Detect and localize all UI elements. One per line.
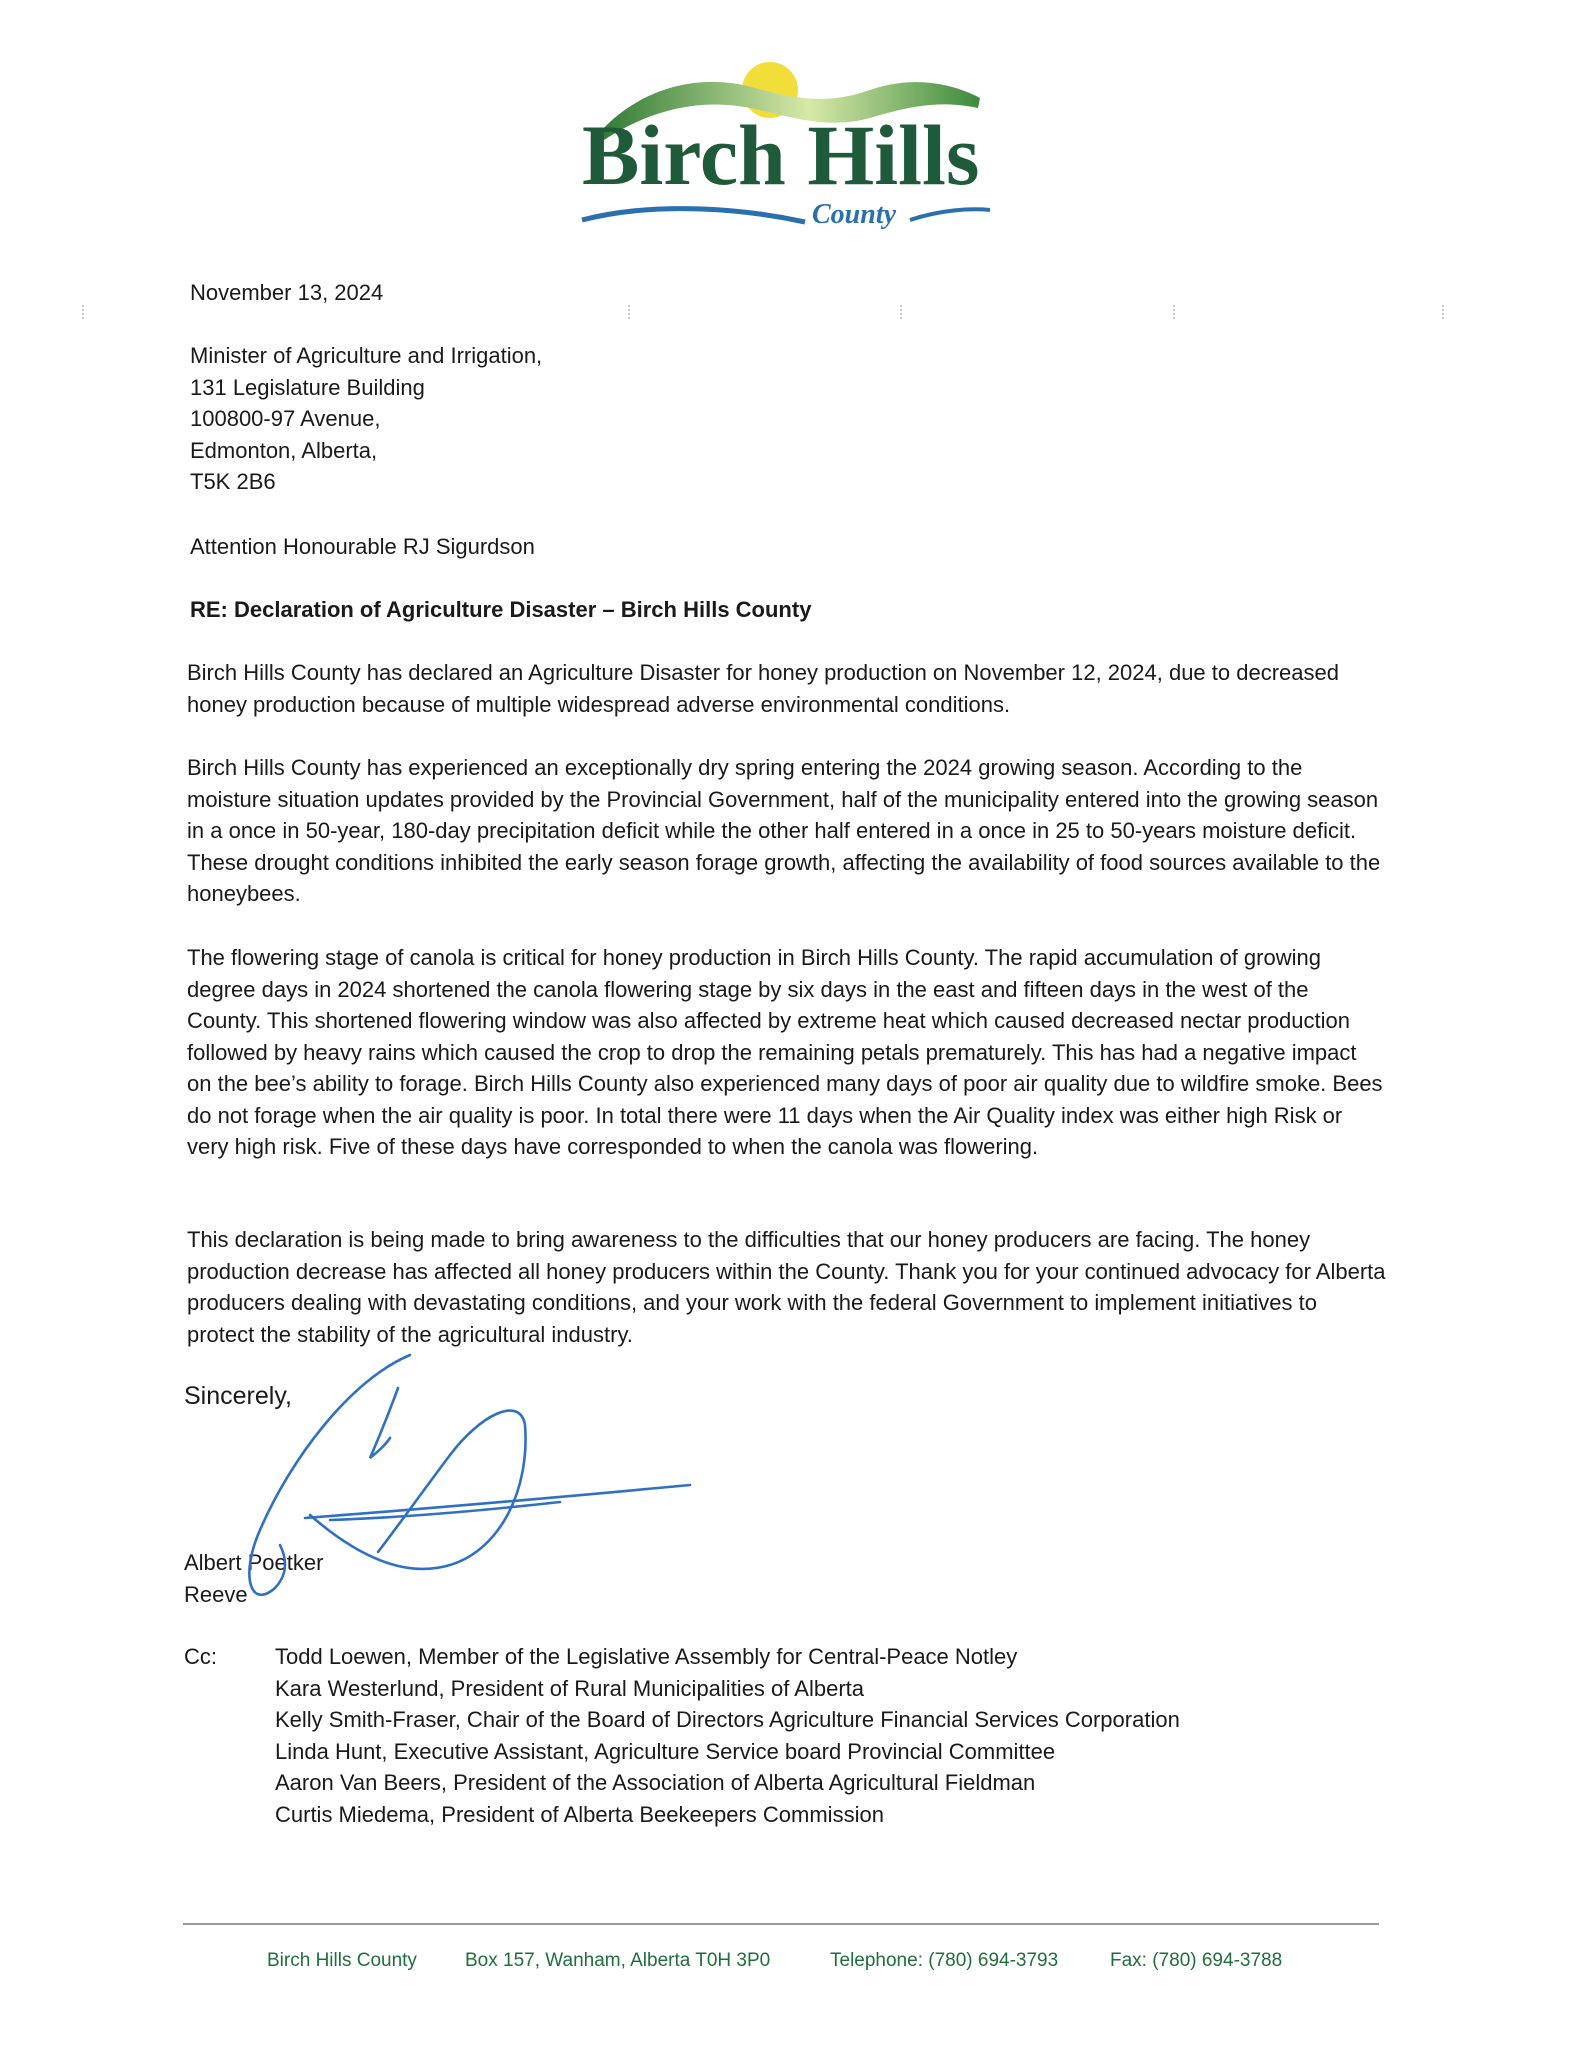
signer-title: Reeve <box>184 1581 248 1607</box>
scan-mark <box>1173 305 1177 319</box>
body-paragraph: The flowering stage of canola is critical for honey production in Birch Hills County. The rapid accumulation of growing degree days in 2024 shortened the canola flowering stage by six days in the east and fifteen days in the west of the County. This shortened flowering window was also affected by extreme heat which caused decreased nectar production followed by heavy rains which caused the crop to drop the remaining petals prematurely. This has had a negative impact on the bee’s ability to forage. Birch Hills County also experienced many days of poor air quality due to wildfire smoke. Bees do not forage when the air quality is poor. In total there were 11 days when the Air Quality index was either high Risk or very high risk. Five of these days have corresponded to when the canola was flowering. <box>187 945 1383 1159</box>
water-icon <box>910 209 990 220</box>
logo-name: Birch Hills <box>582 107 980 203</box>
body-paragraph: This declaration is being made to bring awareness to the difficulties that our honey producers are facing. The honey production decrease has affected all honey producers within the County. Thank you for your continued advocacy for Alberta producers dealing with devastating conditions, and your work with the federal Government to implement initiatives to protect the stability of the agricultural industry. <box>187 1227 1386 1347</box>
scan-mark <box>900 305 904 319</box>
address-line: 131 Legislature Building <box>190 374 425 400</box>
address-line: 100800-97 Avenue, <box>190 406 381 431</box>
scan-mark <box>1442 305 1446 319</box>
footer-phone: Telephone: (780) 694-3793 <box>830 1950 1059 1971</box>
scan-mark <box>628 305 632 319</box>
footer-fax: Fax: (780) 694-3788 <box>1110 1950 1283 1971</box>
address-line: T5K 2B6 <box>190 469 276 494</box>
attention-line: Attention Honourable RJ Sigurdson <box>190 534 535 559</box>
cc-recipient: Linda Hunt, Executive Assistant, Agriculture Service board Provincial Committee <box>275 1738 1056 1764</box>
closing: Sincerely, <box>184 1382 292 1410</box>
water-icon <box>582 209 805 222</box>
handwritten-signature <box>230 1340 700 1620</box>
body-paragraph: Birch Hills County has declared an Agriculture Disaster for honey production on November 12, 2024, due to decreased honey production because of multiple widespread adverse environmental conditions. <box>187 660 1339 717</box>
letter-date: November 13, 2024 <box>190 280 384 305</box>
logo-county: County <box>812 199 897 230</box>
cc-recipient: Aaron Van Beers, President of the Association of Alberta Agricultural Fieldman <box>275 1770 1036 1795</box>
footer-address: Box 157, Wanham, Alberta T0H 3P0 <box>465 1950 771 1971</box>
address-line: Minister of Agriculture and Irrigation, <box>190 343 543 368</box>
address-line: Edmonton, Alberta, <box>190 437 378 463</box>
recipient-address <box>190 340 542 498</box>
birch-hills-county-logo <box>580 60 1000 240</box>
footer-org: Birch Hills County <box>267 1950 417 1971</box>
cc-recipient: Kelly Smith-Fraser, Chair of the Board of Directors Agriculture Financial Services Corporation <box>275 1707 1180 1732</box>
signer-name: Albert Poetker <box>184 1550 324 1575</box>
cc-list <box>275 1641 1180 1830</box>
cc-recipient: Curtis Miedema, President of Alberta Beekeepers Commission <box>275 1801 884 1827</box>
cc-recipient: Todd Loewen, Member of the Legislative Assembly for Central-Peace Notley <box>275 1644 1018 1669</box>
footer-divider <box>183 1923 1379 1925</box>
cc-label: Cc: <box>184 1644 217 1669</box>
body-paragraph: Birch Hills County has experienced an exceptionally dry spring entering the 2024 growing season. According to the moisture situation updates provided by the Provincial Government, half of the municipality entered into the growing season in a once in 50-year, 180-day precipitation deficit while the other half entered in a once in 25 to 50-years moisture deficit. These drought conditions inhibited the early season forage growth, affecting the availability of food sources available to the honeybees. <box>187 755 1381 906</box>
scan-mark <box>82 305 86 319</box>
cc-recipient: Kara Westerlund, President of Rural Municipalities of Alberta <box>275 1675 864 1701</box>
logo-graphic <box>580 60 1000 240</box>
subject-line: RE: Declaration of Agriculture Disaster – Birch Hills County <box>190 597 812 622</box>
